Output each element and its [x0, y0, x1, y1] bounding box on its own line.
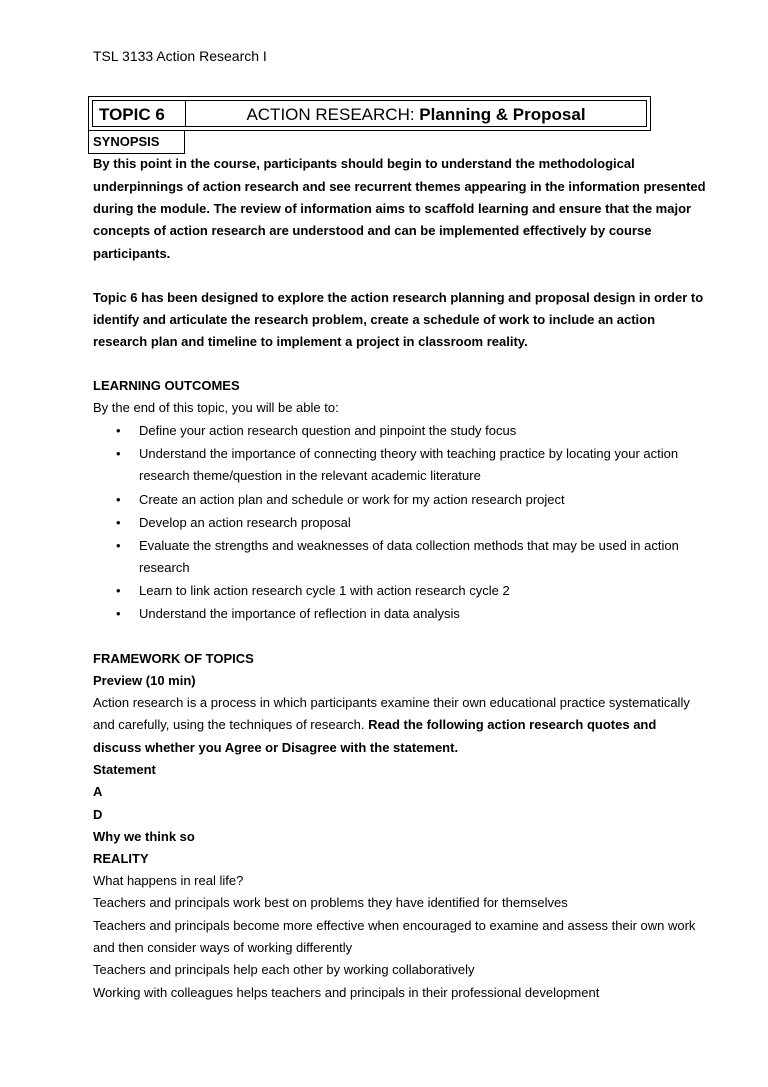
topic-heading-bold: Planning & Proposal: [419, 105, 586, 124]
preview-heading: Preview (10 min): [93, 673, 196, 688]
bullet-icon: •: [116, 538, 121, 553]
outcome-item: Learn to link action research cycle 1 with action research cycle 2: [139, 583, 510, 598]
outcome-item: Define your action research question and pinpoint the study focus: [139, 423, 517, 438]
framework-p1-line: [93, 716, 656, 734]
synopsis-p1-line: underpinnings of action research and see recurrent themes appearing in the information presented: [93, 179, 706, 194]
topic-heading-prefix: ACTION RESEARCH:: [246, 105, 420, 124]
outcomes-heading: LEARNING OUTCOMES: [93, 378, 240, 393]
topic-heading: [186, 101, 646, 126]
topic-title-box: [88, 96, 651, 131]
outcome-item: Evaluate the strengths and weaknesses of data collection methods that may be used in action: [139, 538, 679, 553]
framework-p1-bold: Read the following action research quotes and: [368, 717, 657, 732]
statement-line: Teachers and principals help each other by working collaboratively: [93, 962, 475, 977]
synopsis-p1-line: during the module. The review of information aims to scaffold learning and ensure that the major: [93, 201, 692, 216]
reality-question: What happens in real life?: [93, 873, 244, 888]
outcome-item: Understand the importance of connecting theory with teaching practice by locating your action: [139, 446, 679, 461]
bullet-icon: •: [116, 423, 121, 438]
synopsis-p2-line: Topic 6 has been designed to explore the action research planning and proposal design in order to: [93, 290, 704, 305]
why-label: Why we think so: [93, 829, 195, 844]
statement-line: Working with colleagues helps teachers and principals in their professional development: [93, 985, 600, 1000]
framework-heading: FRAMEWORK OF TOPICS: [93, 651, 254, 666]
synopsis-p1-line: participants.: [93, 246, 171, 261]
outcome-item: Create an action plan and schedule or work for my action research project: [139, 492, 565, 507]
reality-label: REALITY: [93, 851, 149, 866]
outcome-item: Develop an action research proposal: [139, 515, 351, 530]
bullet-icon: •: [116, 583, 121, 598]
agree-label: A: [93, 784, 103, 799]
outcome-item-cont: research: [139, 560, 190, 575]
statement-line: Teachers and principals become more effective when encouraged to examine and assess their own work: [93, 918, 696, 933]
bullet-icon: •: [116, 606, 121, 621]
outcomes-intro: By the end of this topic, you will be able to:: [93, 400, 339, 415]
bullet-icon: •: [116, 446, 121, 461]
framework-p1-line: Action research is a process in which participants examine their own educational practice systematically: [93, 695, 690, 710]
framework-p1-line: discuss whether you Agree or Disagree with the statement.: [93, 740, 459, 755]
statement-label: Statement: [93, 762, 156, 777]
statement-line: and then consider ways of working differently: [93, 940, 353, 955]
framework-p1-plain: and carefully, using the techniques of research.: [93, 717, 369, 732]
synopsis-heading: SYNOPSIS: [93, 134, 160, 149]
bullet-icon: •: [116, 492, 121, 507]
synopsis-p1-line: By this point in the course, participants should begin to understand the methodological: [93, 156, 635, 171]
topic-number: TOPIC 6: [93, 101, 186, 126]
synopsis-p2-line: research plan and timeline to implement a project in classroom reality.: [93, 334, 528, 349]
outcome-item-cont: research theme/question in the relevant academic literature: [139, 468, 481, 483]
disagree-label: D: [93, 807, 103, 822]
running-header: TSL 3133 Action Research I: [93, 48, 267, 64]
outcome-item: Understand the importance of reflection in data analysis: [139, 606, 460, 621]
synopsis-p2-line: identify and articulate the research problem, create a schedule of work to include an action: [93, 312, 656, 327]
statement-line: Teachers and principals work best on problems they have identified for themselves: [93, 895, 568, 910]
bullet-icon: •: [116, 515, 121, 530]
synopsis-p1-line: concepts of action research are understood and can be implemented effectively by course: [93, 223, 652, 238]
